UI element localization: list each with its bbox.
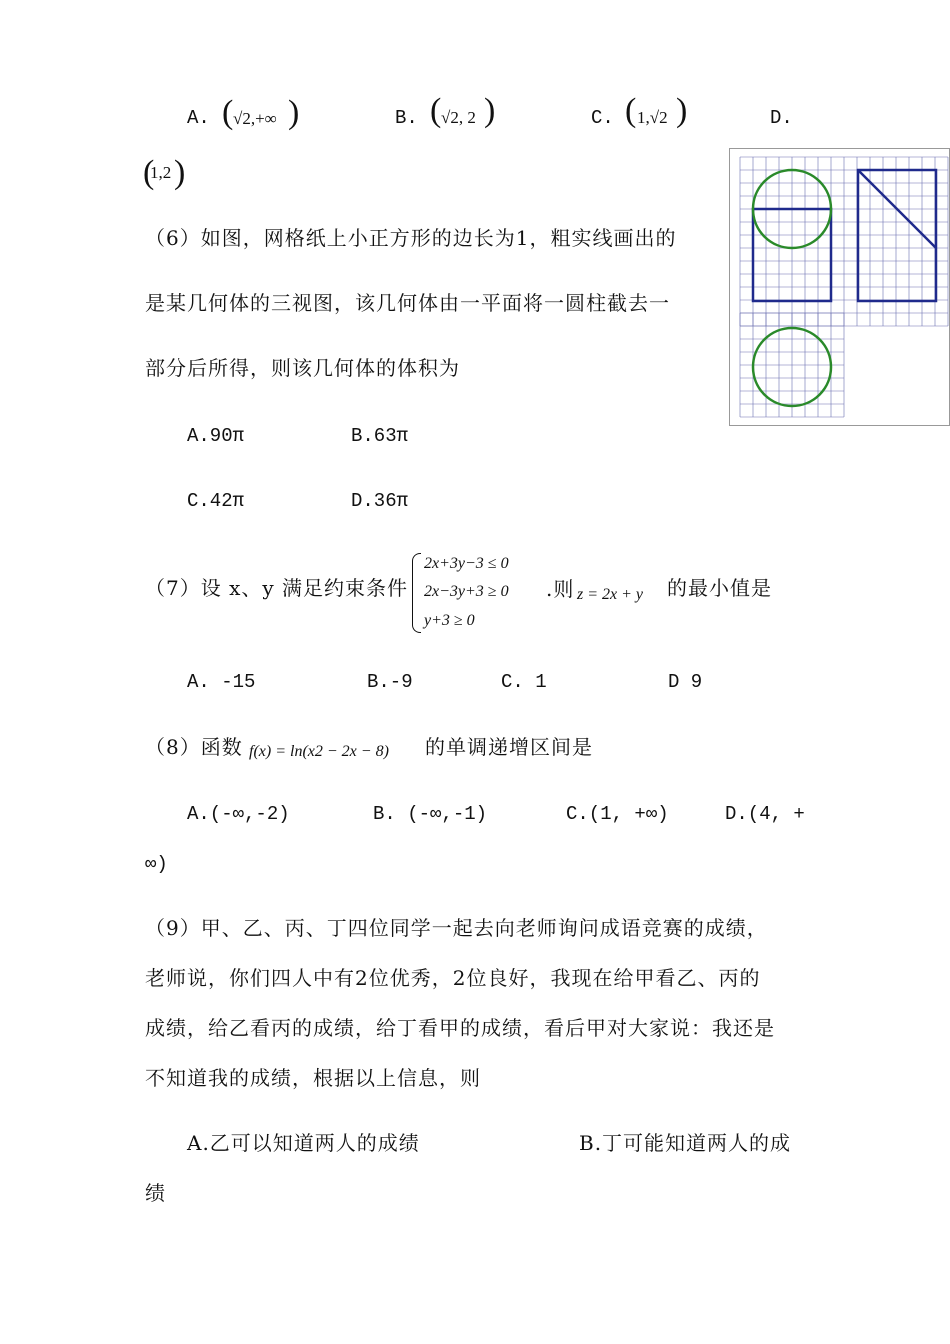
q8-option-b: B. (-∞,-1) [373, 803, 488, 825]
q7-option-c: C. 1 [501, 671, 547, 693]
q8-prefix: （8）函数 [145, 735, 243, 759]
q6-option-a: A.90π [187, 425, 245, 447]
q5-option-b-value: √2, 2 [441, 108, 476, 127]
q8-option-c: C.(1, +∞) [566, 803, 669, 825]
q5-option-c-value: 1,√2 [637, 108, 668, 127]
q5-option-c-label: C. [591, 107, 614, 129]
q9-option-a: A.乙可以知道两人的成绩 [187, 1131, 420, 1155]
q5-option-b-paren-right: ) [484, 92, 496, 129]
q7-constraint-1: 2x+3y−3 ≤ 0 [424, 555, 509, 572]
q6-line-1: （6）如图，网格纸上小正方形的边长为1，粗实线画出的 [145, 226, 677, 250]
q9-line-4: 不知道我的成绩，根据以上信息，则 [145, 1066, 481, 1090]
q9-option-b: B.丁可能知道两人的成 [579, 1131, 792, 1155]
q7-option-a: A. -15 [187, 671, 256, 693]
q5-option-b-label: B. [395, 107, 418, 129]
q8-suffix: 的单调递增区间是 [425, 735, 593, 759]
q7-constraint-2: 2x−3y+3 ≥ 0 [424, 583, 509, 600]
q5-option-a-value: √2,+∞ [233, 109, 277, 128]
q5-option-a-paren-right: ) [288, 94, 300, 131]
q8-option-d-continued: ∞) [145, 853, 168, 875]
three-view-figure [729, 148, 950, 426]
q7-constraint-3: y+3 ≥ 0 [424, 612, 475, 629]
q7-then: .则 [546, 577, 575, 601]
q8-option-d: D.(4, + [725, 803, 805, 825]
q5-option-a-label: A. [187, 107, 210, 129]
q5-option-a-paren-left: ( [222, 94, 234, 131]
q5-option-c-paren-left: ( [625, 92, 637, 129]
q5-option-d-paren-left: ( [143, 154, 155, 191]
q9-line-3: 成绩，给乙看丙的成绩，给丁看甲的成绩，看后甲对大家说：我还是 [145, 1016, 775, 1040]
q5-option-d-label: D. [770, 107, 793, 129]
q6-option-b: B.63π [351, 425, 409, 447]
q7-prefix: （7）设 x、y 满足约束条件 [145, 576, 409, 600]
q7-objective: z = 2x + y [577, 586, 644, 603]
q7-option-b: B.-9 [367, 671, 413, 693]
q7-option-d: D 9 [668, 671, 703, 693]
q5-option-d-paren-right: ) [174, 154, 186, 191]
q8-option-a: A.(-∞,-2) [187, 803, 290, 825]
q6-option-c: C.42π [187, 490, 245, 512]
q5-option-d-value: 1,2 [150, 163, 172, 182]
q9-line-1: （9）甲、乙、丙、丁四位同学一起去向老师询问成语竞赛的成绩， [145, 916, 768, 940]
q7-constraint-brace [412, 553, 421, 633]
q6-line-2: 是某几何体的三视图，该几何体由一平面将一圆柱截去一 [145, 291, 670, 315]
q6-line-3: 部分后所得，则该几何体的体积为 [145, 356, 460, 380]
q5-option-b-paren-left: ( [430, 92, 442, 129]
q8-function: f(x) = ln(x2 − 2x − 8) [249, 743, 389, 760]
q7-suffix: 的最小值是 [667, 576, 772, 600]
q6-option-d: D.36π [351, 490, 409, 512]
q9-line-2: 老师说，你们四人中有2位优秀，2位良好，我现在给甲看乙、丙的 [145, 966, 761, 990]
q5-option-c-paren-right: ) [676, 92, 688, 129]
q9-option-b-continued: 绩 [145, 1181, 166, 1205]
